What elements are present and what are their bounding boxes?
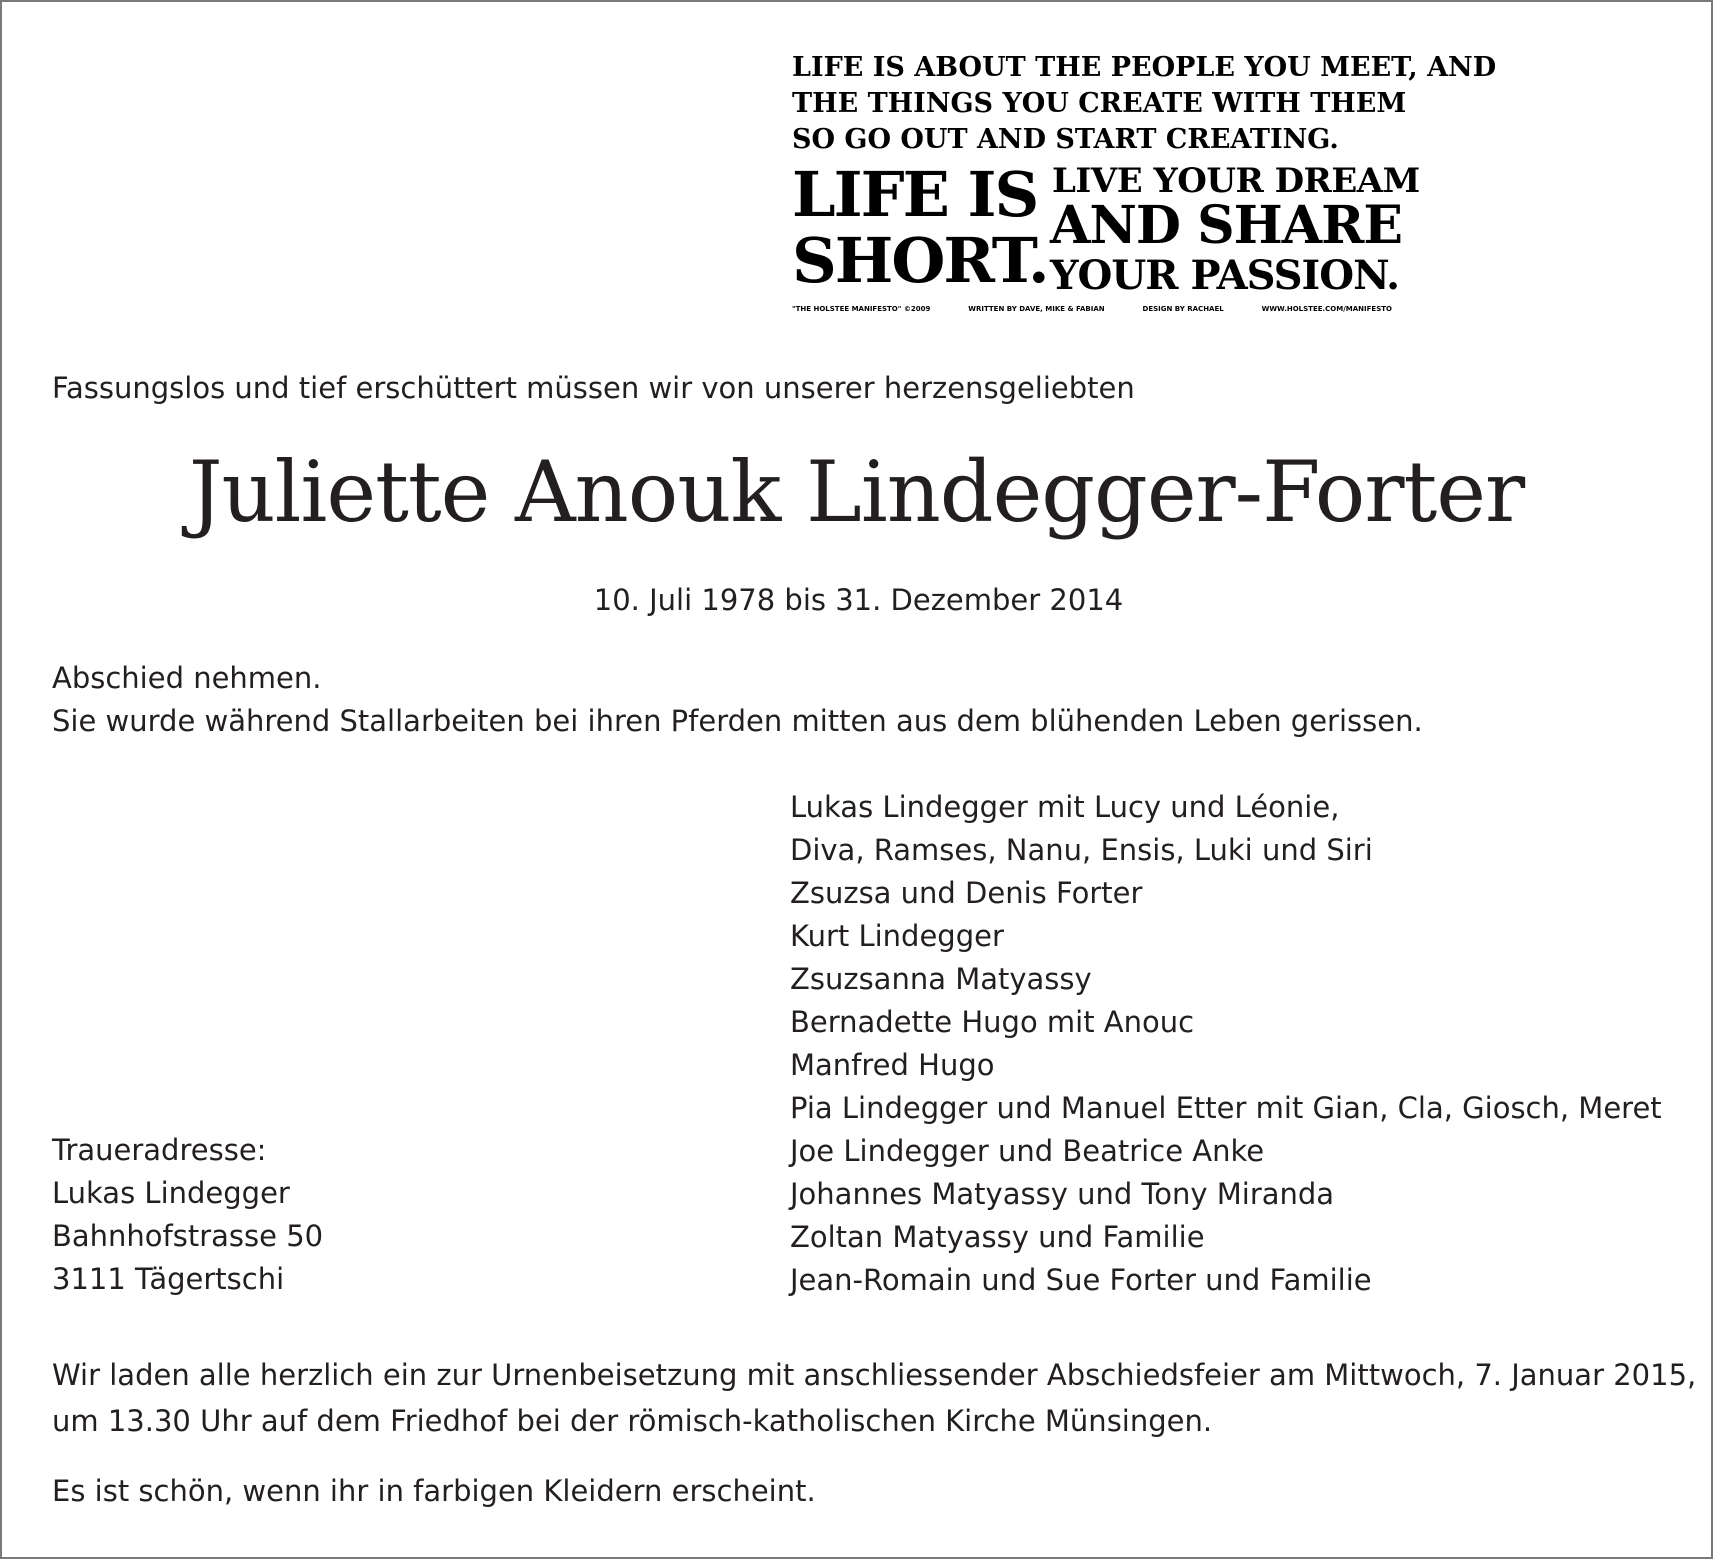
- address-label: Traueradresse:: [52, 1133, 267, 1167]
- mourner-entry: Manfred Hugo: [790, 1048, 995, 1082]
- mourner-entry: Zsuzsa und Denis Forter: [790, 876, 1143, 910]
- mourner-entry: Zoltan Matyassy und Familie: [790, 1220, 1205, 1254]
- manifesto-credits: [792, 304, 1392, 314]
- mourner-entry: Diva, Ramses, Nanu, Ensis, Luki und Siri: [790, 833, 1373, 867]
- manifesto-credit: DESIGN BY RACHAEL: [1142, 305, 1224, 313]
- mourning-address: [52, 1129, 323, 1301]
- invitation-paragraph: [52, 1352, 1696, 1444]
- life-dates: 10. Juli 1978 bis 31. Dezember 2014: [593, 583, 1124, 617]
- manifesto-line-2: THE THINGS YOU CREATE WITH THEM: [792, 88, 1407, 119]
- manifesto-line-3: SO GO OUT AND START CREATING.: [792, 124, 1339, 155]
- farewell-line: Sie wurde während Stallarbeiten bei ihren Pferden mitten aus dem blühenden Leben gerissen.: [52, 704, 1423, 738]
- closing-note: Es ist schön, wenn ihr in farbigen Kleidern erscheint.: [52, 1474, 816, 1508]
- address-name: Lukas Lindegger: [52, 1176, 290, 1210]
- mourner-entry: Zsuzsanna Matyassy: [790, 962, 1092, 996]
- address-city: 3111 Tägertschi: [52, 1262, 285, 1296]
- manifesto-line-1: LIFE IS ABOUT THE PEOPLE YOU MEET, AND: [792, 52, 1497, 83]
- mourner-entry: Bernadette Hugo mit Anouc: [790, 1005, 1195, 1039]
- manifesto-your-passion: YOUR PASSION.: [1050, 252, 1400, 299]
- farewell-paragraph: [52, 657, 1423, 743]
- manifesto-credit: WWW.HOLSTEE.COM/MANIFESTO: [1261, 305, 1392, 313]
- mourner-entry: Jean-Romain und Sue Forter und Familie: [790, 1263, 1372, 1297]
- farewell-line: Abschied nehmen.: [52, 661, 322, 695]
- manifesto-short: SHORT.: [792, 224, 1048, 297]
- manifesto-and-share: AND SHARE: [1050, 195, 1402, 256]
- manifesto-credit: "THE HOLSTEE MANIFESTO" ©2009: [792, 305, 931, 313]
- manifesto-credit: WRITTEN BY DAVE, MIKE & FABIAN: [968, 305, 1105, 313]
- mourner-entry: Joe Lindegger und Beatrice Anke: [790, 1134, 1265, 1168]
- mourner-entry: Johannes Matyassy und Tony Miranda: [790, 1177, 1335, 1211]
- invitation-line: um 13.30 Uhr auf dem Friedhof bei der römisch-katholischen Kirche Münsingen.: [52, 1404, 1213, 1438]
- mourner-entry: Lukas Lindegger mit Lucy und Léonie,: [790, 790, 1340, 824]
- address-street: Bahnhofstrasse 50: [52, 1219, 324, 1253]
- mourner-entry: Kurt Lindegger: [790, 919, 1004, 953]
- holstee-manifesto-quote: [792, 50, 1497, 314]
- intro-text: Fassungslos und tief erschüttert müssen wir von unserer herzensgeliebten: [52, 371, 1135, 405]
- manifesto-headline: [792, 158, 1420, 300]
- mourner-entry: Pia Lindegger und Manuel Etter mit Gian, Cla, Giosch, Meret: [790, 1091, 1662, 1125]
- deceased-name: Juliette Anouk Lindegger-Forter: [188, 443, 1525, 541]
- manifesto-life-is: LIFE IS: [792, 158, 1038, 231]
- invitation-line: Wir laden alle herzlich ein zur Urnenbeisetzung mit anschliessender Abschiedsfeier am Mittwoch, 7. Januar 2015,: [52, 1358, 1697, 1392]
- manifesto-live-your-dream: LIVE YOUR DREAM: [1052, 161, 1420, 201]
- mourners-list: [790, 786, 1662, 1302]
